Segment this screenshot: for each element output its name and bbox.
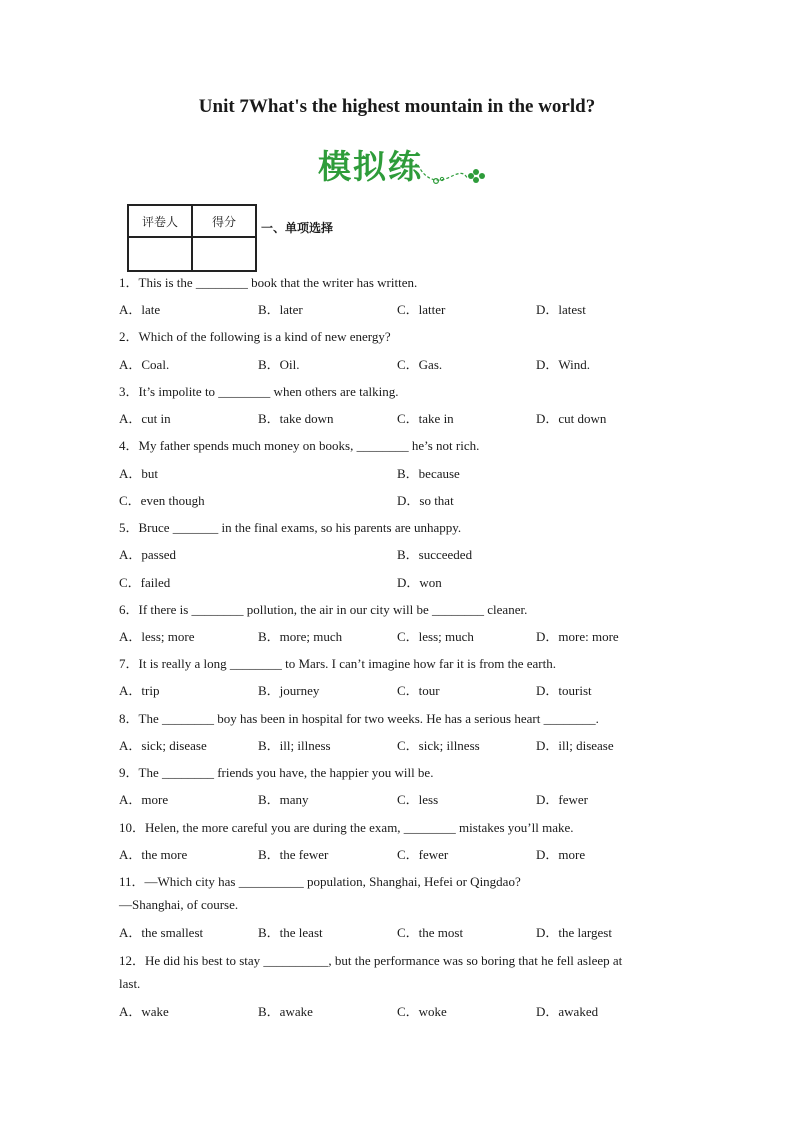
question-3-stem: 3．It’s impolite to ________ when others are talking. [119,384,399,399]
section-heading: 一、单项选择 [261,221,334,235]
reviewer-header: 评卷人 [128,205,192,237]
question-8-option-a[interactable]: A．sick; disease [119,738,207,753]
question-7-option-b[interactable]: B．journey [258,683,320,698]
question-5-option-a[interactable]: A．passed [119,547,177,562]
question-11-response: —Shanghai, of course. [119,897,239,912]
question-3-option-b[interactable]: B．take down [258,411,334,426]
reviewer-cell[interactable] [128,237,192,271]
question-8-option-d[interactable]: D．ill; disease [536,738,614,753]
question-11-option-b[interactable]: B．the least [258,925,323,940]
question-5-option-c[interactable]: C．failed [119,575,171,590]
clover-vine-icon [416,159,488,189]
question-3-option-d[interactable]: D．cut down [536,411,607,426]
question-2-option-b[interactable]: B．Oil. [258,357,300,372]
question-4-option-a[interactable]: A．but [119,466,159,481]
question-6-stem: 6．If there is ________ pollution, the air in our city will be ________ cleaner. [119,602,528,617]
question-8-option-b[interactable]: B．ill; illness [258,738,331,753]
question-6-option-a[interactable]: A．less; more [119,629,195,644]
score-table [127,204,257,272]
question-12-option-d[interactable]: D．awaked [536,1004,599,1019]
question-2-stem: 2．Which of the following is a kind of new energy? [119,329,391,344]
question-11-option-c[interactable]: C．the most [397,925,464,940]
question-12-option-b[interactable]: B．awake [258,1004,313,1019]
question-5-stem: 5．Bruce _______ in the final exams, so his parents are unhappy. [119,520,462,535]
question-6-option-c[interactable]: C．less; much [397,629,474,644]
question-9-option-b[interactable]: B．many [258,792,309,807]
question-7-option-c[interactable]: C．tour [397,683,440,698]
question-9-option-c[interactable]: C．less [397,792,439,807]
question-10-option-a[interactable]: A．the more [119,847,188,862]
question-10-option-c[interactable]: C．fewer [397,847,449,862]
page-title: Unit 7What's the highest mountain in the world? [198,96,596,117]
question-1-stem: 1．This is the ________ book that the writer has written. [119,275,418,290]
question-10-stem: 10．Helen, the more careful you are during the exam, ________ mistakes you’ll make. [119,820,574,835]
question-7-option-d[interactable]: D．tourist [536,683,592,698]
question-1-option-d[interactable]: D．latest [536,302,586,317]
question-11-stem: 11．—Which city has __________ population, Shanghai, Hefei or Qingdao? [119,874,521,889]
question-6-option-b[interactable]: B．more; much [258,629,343,644]
question-9-stem: 9．The ________ friends you have, the happier you will be. [119,765,434,780]
question-3-option-c[interactable]: C．take in [397,411,454,426]
score-cell[interactable] [192,237,256,271]
question-8-option-c[interactable]: C．sick; illness [397,738,480,753]
question-2-option-a[interactable]: A．Coal. [119,357,170,372]
question-6-option-d[interactable]: D．more: more [536,629,619,644]
question-3-option-a[interactable]: A．cut in [119,411,171,426]
question-9-option-a[interactable]: A．more [119,792,169,807]
question-1-option-c[interactable]: C．latter [397,302,446,317]
question-10-option-b[interactable]: B．the fewer [258,847,329,862]
question-12-option-a[interactable]: A．wake [119,1004,169,1019]
question-1-option-a[interactable]: A．late [119,302,161,317]
question-11-option-a[interactable]: A．the smallest [119,925,204,940]
question-7-option-a[interactable]: A．trip [119,683,160,698]
question-12-stem-continued: last. [119,976,141,991]
question-4-stem: 4．My father spends much money on books, ________ he’s not rich. [119,438,480,453]
question-8-stem: 8．The ________ boy has been in hospital for two weeks. He has a serious heart ________. [119,711,599,726]
banner-text: 模拟练 [318,147,423,186]
practice-banner [316,141,476,193]
question-12-option-c[interactable]: C．woke [397,1004,447,1019]
question-11-option-d[interactable]: D．the largest [536,925,612,940]
question-5-option-b[interactable]: B．succeeded [397,547,473,562]
question-7-stem: 7．It is really a long ________ to Mars. I can’t imagine how far it is from the earth. [119,656,556,671]
score-header: 得分 [192,205,256,237]
question-5-option-d[interactable]: D．won [397,575,442,590]
question-2-option-d[interactable]: D．Wind. [536,357,590,372]
question-2-option-c[interactable]: C．Gas. [397,357,443,372]
question-4-option-d[interactable]: D．so that [397,493,454,508]
question-4-option-b[interactable]: B．because [397,466,460,481]
question-10-option-d[interactable]: D．more [536,847,586,862]
question-12-stem: 12．He did his best to stay __________, but the performance was so boring that he fell asleep at [119,953,623,968]
question-4-option-c[interactable]: C．even though [119,493,205,508]
question-9-option-d[interactable]: D．fewer [536,792,588,807]
question-1-option-b[interactable]: B．later [258,302,303,317]
